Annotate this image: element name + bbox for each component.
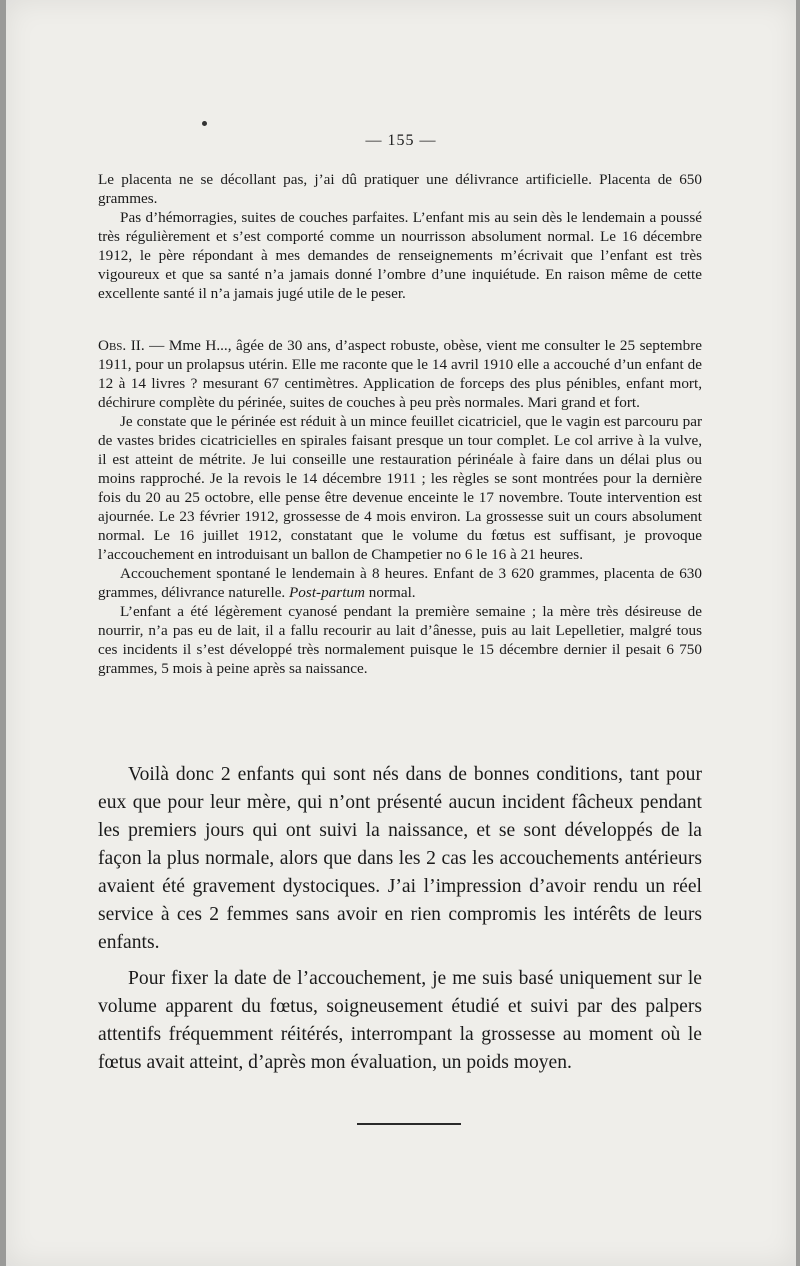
paragraph: Pour fixer la date de l’accouchement, je me suis basé uniquement sur le volume apparent du fœtus, soigneusement étudié et suivi par des palpers attentifs fréquemment réitérés, interrompant la grossesse au moment où le fœtus avait atteint, d’après mon évaluation, un poids moyen. bbox=[98, 968, 702, 1073]
paragraph: Le placenta ne se décollant pas, j’ai dû pratiquer une délivrance artificielle. Placenta de 650 grammes. bbox=[98, 171, 702, 207]
paragraph: Accouchement spontané le lendemain à 8 heures. Enfant de 3 620 grammes, placenta de 630 grammes, délivrance naturelle. Post-partum normal. bbox=[98, 565, 702, 601]
page-number: — 155 — bbox=[365, 132, 437, 149]
paragraph: Je constate que le périnée est réduit à un mince feuillet cicatriciel, que le vagin est parcouru par de vastes brides cicatricielles en spirales faisant presque un tour complet. Le col arrive à la vulve, il est atteint de métrite. Je lui conseille une restauration périnéale à faire dans un délai plus ou moins rapproché. Je la revois le 14 décembre 1911 ; les règles se sont montrées pour la dernière fois du 20 au 25 octobre, elle pense être devenue enceinte le 17 novembre. Toute intervention est ajournée. Le 23 février 1912, grossesse de 4 mois environ. La grossesse suit un cours absolument normal. Le 16 juillet 1912, constatant que le volume du fœtus est suffisant, je provoque l’accouchement en introduisant un ballon de Champetier no 6 le 16 à 21 heures. bbox=[98, 413, 702, 563]
conclusion-block bbox=[98, 761, 702, 1085]
ink-dot bbox=[202, 121, 207, 126]
observation-intro: Obs. II. — Mme H..., âgée de 30 ans, d’aspect robuste, obèse, vient me consulter le 25 septembre 1911, pour un prolapsus utérin. Elle me raconte que le 14 avril 1910 elle a accouché d’un enfant de 12 à 14 livres ? mesurant 67 centimètres. Application de forceps des plus pénibles, enfant mort, déchirure complète du périnée, suites de couches à peu près normales. Mari grand et fort. bbox=[98, 337, 702, 411]
observation-label: Obs. II. bbox=[98, 337, 145, 354]
observation-block bbox=[98, 336, 702, 678]
paragraph: Voilà donc 2 enfants qui sont nés dans de bonnes conditions, tant pour eux que pour leur mère, qui n’ont présenté aucun incident fâcheux pendant les premiers jours qui ont suivi la naissance, et se sont développés de la façon la plus normale, alors que dans les 2 cas les accouchements antérieurs avaient été gravement dystociques. J’ai l’impression d’avoir rendu un réel service à ces 2 femmes sans avoir en rien compromis les intérêts de leurs enfants. bbox=[98, 764, 702, 953]
text-block-top bbox=[98, 170, 702, 303]
paragraph: L’enfant a été légèrement cyanosé pendant la première semaine ; la mère très désireuse de nourrir, n’a pas eu de lait, il a fallu recourir au lait d’ânesse, puis au lait Lepelletier, malgré tous ces incidents il s’est développé très normalement puisque le 15 décembre dernier il pesait 6 750 grammes, 5 mois à peine après sa naissance. bbox=[98, 603, 702, 677]
paragraph: Pas d’hémorragies, suites de couches parfaites. L’enfant mis au sein dès le lendemain a poussé très régulièrement et s’est comporté comme un nourrisson absolument normal. Le 16 décembre 1912, le père répondant à mes demandes de renseignements m’écrivait que l’enfant est très vigoureux et que sa santé n’a jamais donné l’ombre d’une inquiétude. En raison même de cette excellente santé il n’a jamais jugé utile de le peser. bbox=[98, 209, 702, 302]
book-page bbox=[6, 0, 796, 1266]
end-rule bbox=[357, 1123, 461, 1125]
